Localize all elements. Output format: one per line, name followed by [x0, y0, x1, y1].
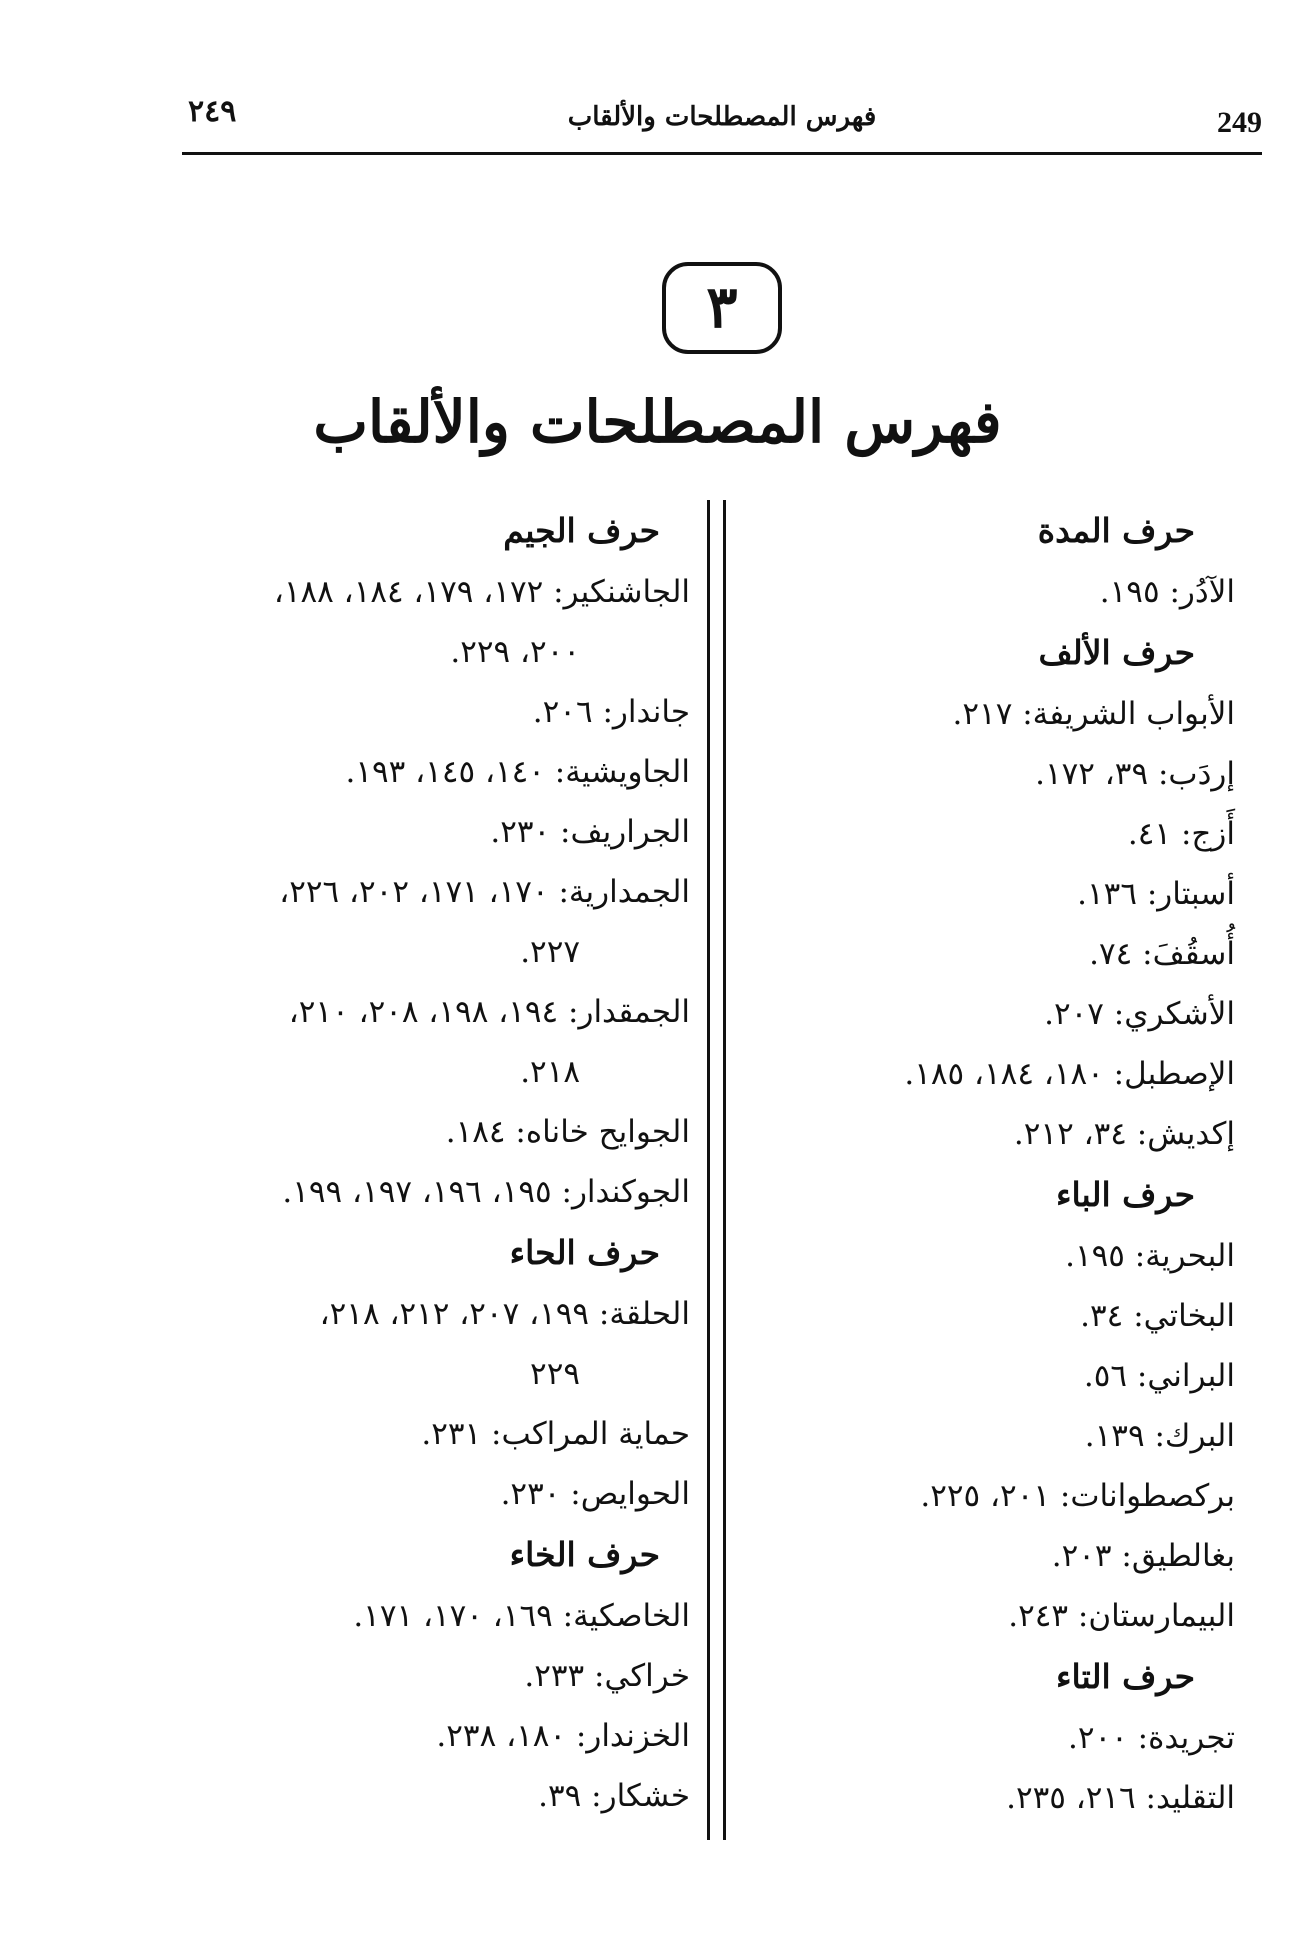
entry-separator: :	[1124, 1238, 1146, 1274]
column-divider-left-line	[707, 500, 710, 1840]
entry-separator: :	[544, 754, 566, 790]
entry-term: خراكي	[604, 1658, 690, 1694]
entry-term: البخاتي	[1143, 1298, 1235, 1334]
index-entry	[715, 1586, 1235, 1646]
index-entry	[715, 1346, 1235, 1406]
entry-page-refs: ١٩٥، ١٩٦، ١٩٧، ١٩٩.	[282, 1174, 552, 1210]
index-entry	[715, 1044, 1235, 1104]
entry-page-refs: ١٨٤.	[445, 1114, 506, 1150]
entry-term: جاندار	[612, 694, 690, 730]
entry-term: الجاشنكير	[563, 574, 690, 610]
entry-page-refs: ٢٣١.	[421, 1416, 482, 1452]
entry-term: الجراريف	[570, 814, 690, 850]
entry-term: الجاويشية	[565, 754, 690, 790]
entry-separator: :	[548, 874, 569, 910]
index-entry	[160, 1646, 690, 1706]
entry-separator: :	[1103, 996, 1125, 1032]
entry-page-refs: ١٧٠، ١٧١، ٢٠٢، ٢٢٦،	[279, 874, 549, 910]
index-entry	[160, 742, 690, 802]
entry-term: أُسقُفَ	[1152, 936, 1235, 972]
entry-separator: :	[1132, 936, 1153, 972]
entry-separator: :	[1012, 696, 1033, 732]
entry-term: بغالطيق	[1131, 1538, 1235, 1574]
entry-separator: :	[551, 1174, 572, 1210]
index-entry	[160, 862, 690, 922]
entry-page-refs: ٤١.	[1127, 816, 1172, 852]
entry-page-refs-continued: ٢٢٩	[530, 1356, 580, 1392]
entry-page-refs: ٢٠١، ٢٢٥.	[920, 1478, 1050, 1514]
entry-term: إكديش	[1147, 1116, 1235, 1152]
entry-page-refs: ١٨٠، ٢٣٨.	[436, 1718, 567, 1754]
index-entry	[715, 1104, 1235, 1164]
entry-page-refs: ١٨٠، ١٨٤، ١٨٥.	[904, 1056, 1104, 1092]
entry-term: الجمقدار	[578, 994, 690, 1030]
entry-term: إردَب	[1168, 756, 1235, 792]
index-entry	[715, 684, 1235, 744]
page-number-arabic: ٢٤٩	[188, 94, 237, 129]
index-entry	[160, 1102, 690, 1162]
section-heading: حرف الجيم	[503, 511, 660, 550]
entry-separator: :	[584, 1658, 605, 1694]
entry-page-refs: ١٤٠، ١٤٥، ١٩٣.	[345, 754, 545, 790]
entry-separator: :	[505, 1114, 526, 1150]
entry-separator: :	[481, 1416, 502, 1452]
entry-page-refs: ٢٣٠.	[490, 814, 551, 850]
entry-separator: :	[589, 1296, 610, 1332]
section-heading: حرف المدة	[1037, 511, 1195, 550]
entry-term: الأبواب الشريفة	[1032, 696, 1235, 732]
entry-separator: :	[1123, 1298, 1144, 1334]
index-entry	[715, 1406, 1235, 1466]
index-entry	[715, 1226, 1235, 1286]
index-entry	[160, 1284, 690, 1344]
entry-term: البيمارستان	[1088, 1598, 1235, 1634]
index-entry	[160, 1766, 690, 1826]
index-entry	[715, 864, 1235, 924]
index-entry	[715, 924, 1235, 984]
entry-separator: :	[552, 1598, 574, 1634]
entry-separator: :	[1050, 1478, 1071, 1514]
index-entry	[160, 562, 690, 622]
entry-term: خشكار	[601, 1778, 690, 1814]
running-title: فهرس المصطلحات والألقاب	[567, 102, 877, 132]
entry-page-refs: ١٧٢، ١٧٩، ١٨٤، ١٨٨،	[273, 574, 544, 610]
entry-separator: :	[543, 574, 564, 610]
entry-page-refs: ٧٤.	[1089, 936, 1133, 972]
index-entry	[160, 982, 690, 1042]
index-entry	[715, 1768, 1235, 1828]
entry-page-refs: ١٩٤، ١٩٨، ٢٠٨، ٢١٠،	[288, 994, 559, 1030]
entry-term: البرك	[1164, 1418, 1235, 1454]
entry-separator: :	[1127, 1720, 1149, 1756]
entry-term: الخزندار	[586, 1718, 690, 1754]
section-heading: حرف الخاء	[509, 1535, 660, 1574]
entry-separator: :	[592, 694, 613, 730]
entry-separator: :	[581, 1778, 602, 1814]
entry-page-refs: ٢٠٠.	[1067, 1720, 1128, 1756]
index-entry	[715, 1708, 1235, 1768]
entry-term: حماية المراكب	[501, 1416, 690, 1452]
index-entry	[160, 802, 690, 862]
index-entry	[160, 1706, 690, 1766]
entry-term: البحرية	[1145, 1238, 1235, 1274]
entry-separator: :	[1103, 1056, 1125, 1092]
header-rule	[182, 152, 1262, 155]
entry-separator: :	[566, 1718, 587, 1754]
entry-term: الجوايح خاناه	[525, 1114, 690, 1150]
index-entry	[715, 1466, 1235, 1526]
index-entry	[160, 1162, 690, 1222]
entry-page-refs: ٢٠٣.	[1051, 1538, 1112, 1574]
index-entry	[715, 1286, 1235, 1346]
entry-page-refs: ٣٩.	[538, 1778, 582, 1814]
index-entry	[715, 744, 1235, 804]
entry-term: الأشكري	[1124, 996, 1235, 1032]
entry-page-refs: ٢٤٣.	[1008, 1598, 1069, 1634]
entry-page-refs-continued: ٢٢٧.	[520, 934, 580, 970]
index-column-left	[160, 500, 690, 1826]
entry-page-refs: ٣٤، ٢١٢.	[1013, 1116, 1127, 1152]
entry-separator: :	[560, 1476, 581, 1512]
index-entry	[160, 1586, 690, 1646]
entry-separator: :	[1126, 1116, 1148, 1152]
index-column-right	[715, 500, 1235, 1828]
entry-page-refs: ٢٣٣.	[524, 1658, 585, 1694]
chapter-number: ٣	[706, 273, 738, 341]
entry-page-refs: ١٩٥.	[1099, 574, 1160, 610]
index-entry	[160, 1404, 690, 1464]
entry-term: البراني	[1147, 1358, 1235, 1394]
section-heading: حرف الحاء	[509, 1233, 660, 1272]
entry-page-refs: ١٣٦.	[1077, 876, 1137, 912]
entry-term: الخاصكية	[573, 1598, 690, 1634]
entry-separator: :	[1148, 756, 1169, 792]
entry-page-refs: ٣٩، ١٧٢.	[1035, 756, 1149, 792]
entry-separator: :	[558, 994, 579, 1030]
entry-page-refs: ١٩٥.	[1065, 1238, 1125, 1274]
entry-separator: :	[1159, 574, 1180, 610]
entry-page-refs-continued: ٢١٨.	[520, 1054, 580, 1090]
section-heading: حرف الباء	[1055, 1175, 1195, 1214]
index-entry	[160, 1464, 690, 1524]
entry-term: الحوايص	[580, 1476, 690, 1512]
index-entry	[715, 1526, 1235, 1586]
entry-page-refs: ١٩٩، ٢٠٧، ٢١٢، ٢١٨،	[319, 1296, 590, 1332]
entry-page-refs: ٢٠٧.	[1044, 996, 1104, 1032]
entry-term: الآدُر	[1179, 574, 1235, 610]
entry-page-refs: ٢١٧.	[952, 696, 1013, 732]
entry-separator: :	[1136, 876, 1158, 912]
entry-page-refs: ٢٠٦.	[532, 694, 593, 730]
entry-page-refs: ٢٣٠.	[500, 1476, 561, 1512]
entry-term: الجمدارية	[568, 874, 690, 910]
entry-term: أَزج	[1191, 816, 1235, 852]
entry-page-refs: ٢١٦، ٢٣٥.	[1006, 1780, 1136, 1816]
entry-separator: :	[1111, 1538, 1132, 1574]
entry-separator: :	[1144, 1418, 1165, 1454]
entry-separator: :	[1127, 1358, 1148, 1394]
entry-page-refs: ١٣٩.	[1084, 1418, 1145, 1454]
entry-term: تجريدة	[1148, 1720, 1235, 1756]
entry-separator: :	[1171, 816, 1192, 852]
chapter-number-box	[662, 262, 782, 354]
entry-page-refs-continued: ٢٠٠، ٢٢٩.	[450, 634, 580, 670]
page-number-latin: 249	[1217, 106, 1262, 139]
entry-term: الحلقة	[609, 1296, 690, 1332]
entry-term: التقليد	[1156, 1780, 1235, 1816]
entry-page-refs: ٣٤.	[1080, 1298, 1124, 1334]
chapter-title: فهرس المصطلحات والألقاب	[313, 388, 1002, 456]
entry-term: أسبتار	[1157, 876, 1235, 912]
entry-page-refs: ٥٦.	[1083, 1358, 1128, 1394]
entry-term: بركصطوانات	[1070, 1478, 1235, 1514]
entry-term: الإصطبل	[1124, 1056, 1235, 1092]
index-entry	[715, 562, 1235, 622]
section-heading: حرف الألف	[1038, 633, 1195, 672]
page-header	[182, 92, 1262, 158]
entry-separator: :	[550, 814, 571, 850]
index-entry	[715, 804, 1235, 864]
entry-separator: :	[1068, 1598, 1089, 1634]
section-heading: حرف التاء	[1055, 1657, 1195, 1696]
index-entry	[160, 682, 690, 742]
index-entry	[715, 984, 1235, 1044]
entry-separator: :	[1135, 1780, 1157, 1816]
entry-page-refs: ١٦٩، ١٧٠، ١٧١.	[353, 1598, 553, 1634]
entry-term: الجوكندار	[571, 1174, 690, 1210]
